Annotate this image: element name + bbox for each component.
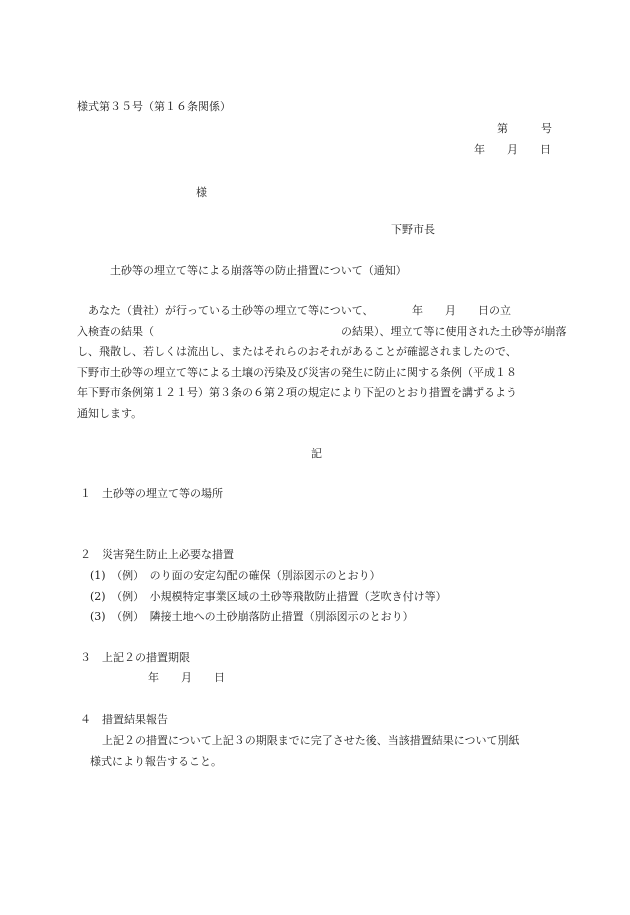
notice-body	[77, 301, 567, 424]
body-line: 年下野市条例第１２１号）第３条の６第２項の規定により下記のとおり措置を講ずるよう	[77, 386, 517, 399]
section-1-heading: １ 土砂等の埋立て等の場所	[80, 487, 223, 500]
body-line: 入検査の結果（ の結果）、埋立て等に使用された土砂等が崩落	[77, 324, 567, 338]
body-line: 通知します。	[77, 406, 143, 420]
deadline-date: 年 月 日	[148, 671, 225, 684]
form-number: 様式第３５号（第１６条関係）	[77, 100, 231, 113]
section-3-heading: ３ 上記２の措置期限	[80, 651, 190, 664]
report-line: 様式により報告すること。	[90, 755, 222, 768]
notice-title: 土砂等の埋立て等による崩落等の防止措置について（通知）	[110, 264, 407, 277]
section-2-heading: ２ 災害発生防止上必要な措置	[80, 548, 234, 561]
measure-item: (3) （例） 隣接土地への土砂崩落防止措置（別添図示のとおり）	[90, 610, 414, 623]
sender-name: 下野市長	[391, 223, 435, 236]
body-line: あなた（貴社）が行っている土砂等の埋立て等について、 年 月 日の立	[88, 304, 512, 317]
measure-item: (1) （例） のり面の安定勾配の確保（別添図示のとおり）	[90, 569, 381, 582]
document-date: 年 月 日	[474, 143, 551, 156]
document-number: 第 号	[497, 122, 552, 135]
body-line: し、飛散し、若しくは流出し、またはそれらのおそれがあることが確認されましたので、	[77, 345, 517, 358]
measure-item: (2) （例） 小規模特定事業区域の土砂等飛散防止措置（芝吹き付け等）	[90, 590, 447, 603]
ki-marker: 記	[311, 447, 322, 460]
section-4-heading: ４ 措置結果報告	[80, 713, 168, 726]
addressee-honorific: 様	[196, 186, 207, 199]
body-line: 下野市土砂等の埋立て等による土壌の汚染及び災害の発生に防止に関する条例（平成１８	[77, 365, 517, 379]
report-line: 上記２の措置について上記３の期限までに完了させた後、当該措置結果について別紙	[102, 734, 520, 747]
